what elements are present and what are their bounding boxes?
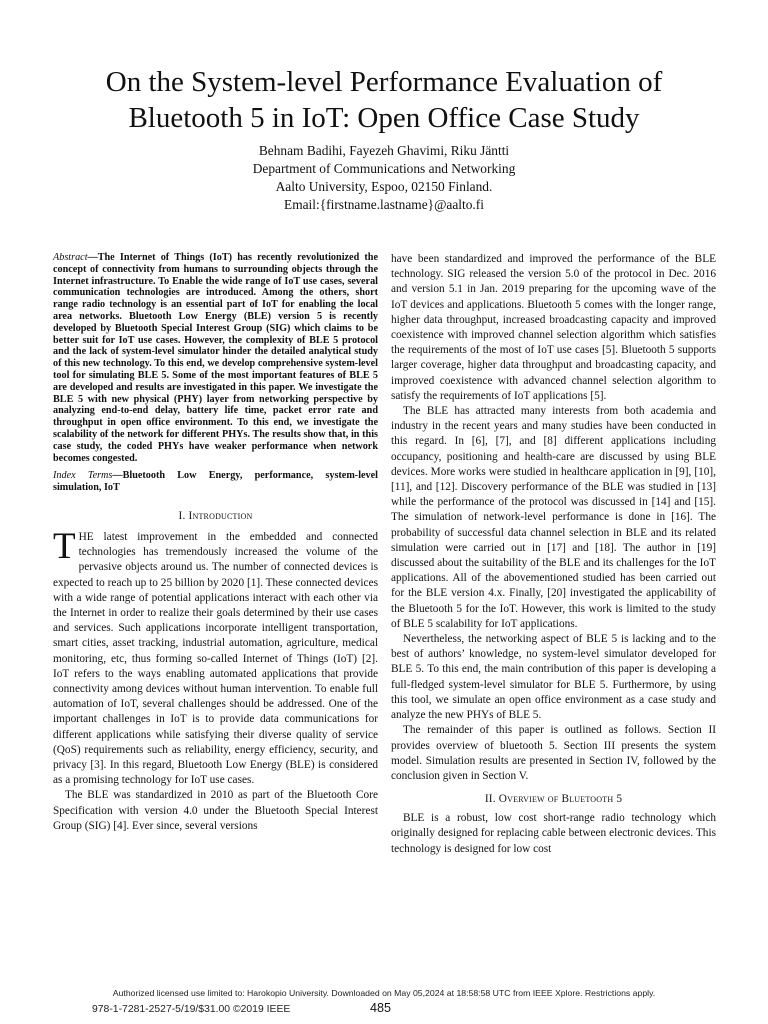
intro-paragraph-1-text: HE latest improvement in the embedded and connected technologies has tremendously increased the volume of the pervasive objects around us. The number of connected devices is expected to reach up to 25 billion by 2020 [1]. These connected devices with a wide range of potential applications interact with each other via the Internet in order to realize their goals determined by their use cases and services. Such applications incorporate intelligent transportation, smart cities, asset tracking, industrial automation, agriculture, medical monitoring, etc, thus forming so-called Internet of Things (IoT) [2]. IoT refers to the ways enabling automated applications that provide connectivity among devices without human intervention. To enable full automation of IoT, several challenges should be addressed. One of the important challenges in IoT is to provide data communications for different applications while satisfying their diverse quality of service (QoS) requirements such as reliability, energy efficiency, security, and privacy [3]. In this regard, Bluetooth Low Energy (BLE) is considered as a promising technology for IoT use cases. — [53, 530, 378, 787]
author-email: Email:{firstname.lastname}@aalto.fi — [284, 197, 484, 212]
intro-paragraph-1 — [53, 525, 378, 788]
index-terms — [53, 470, 378, 494]
intro-paragraph-2: The BLE was standardized in 2010 as part of the Bluetooth Core Specification with version 4.0 under the Bluetooth Special Interest Group (SIG) [4]. Ever since, several versions — [53, 789, 378, 832]
author-university: Aalto University, Espoo, 02150 Finland. — [275, 179, 493, 194]
abstract-text: —The Internet of Things (IoT) has recently revolutionized the concept of connectivity from humans to surrounding objects through the Internet infrastructure. To Enable the wide range of IoT use cases, several communication technologies are introduced. Among the others, short range radio technology is an essential part of IoT for enabling the local area networks. Bluetooth Low Energy (BLE) version 5 is recently developed by Bluetooth Special Interest Group (SIG) which claims to be better suit for IoT use cases. However, the complexity of BLE 5 protocol and the lack of system-level simulator hinder the detailed analytical study of this new technology. To this end, we develop comprehensive system-level tool for simulating BLE 5. Some of the most important features of BLE 5 are developed and results are investigated in this paper. We investigate the BLE 5 with new physical (PHY) layer from networking perspective by analyzing end-to-end delay, battery life time, packet error rate and throughput in open office environment. To this end, we investigate the scalability of the network for different PHYs. The results show that, in this case study, the coded PHYs have weaker performance when network becomes congested. — [53, 252, 378, 464]
author-block — [40, 142, 728, 214]
right-column — [391, 252, 716, 857]
abstract — [53, 252, 378, 464]
section-heading-overview: II. Overview of Bluetooth 5 — [484, 793, 623, 806]
paper-title-line-2: Bluetooth 5 in IoT: Open Office Case Study — [128, 102, 640, 134]
index-terms-text: —Bluetooth Low Energy, performance, system-level simulation, IoT — [53, 470, 378, 494]
intro-paragraph-4: Nevertheless, the networking aspect of BLE 5 is lacking and to the best of authors’ knowledge, no system-level simulator developed for BLE 5. To this end, the main contribution of this paper is developing a full-fledged system-level simulator for BLE 5. Furthermore, by using this tool, we simulate an open office environment as a case study and analyze the new PHYs of BLE 5. — [391, 633, 716, 722]
left-column — [53, 252, 378, 834]
intro-paragraph-3: The BLE has attracted many interests from both academia and industry in the recent years and many studies have been conducted in this regard. In [6], [7], and [8] different applications including occupancy, positioning and health-care are discussed by using BLE devices. More works were studied in healthcare application in [9], [10], [11], and [12]. Discovery performance of the BLE was studied in [13] while the performance of the protocol was discussed in [14] and [15]. The simulation of network-level performance is done in [16]. The probability of successful data channel selection in BLE and its related simulation were carried out in [17] and [18]. The author in [19] discussed about the suitability of the BLE and its challenges for the IoT applications. All of the abovementioned studied has been carried out for the BLE version 4.x. Finally, [20] investigated the applicability of the Bluetooth 5 for the IoT. However, this work is limited to the study of BLE 5 scalability for IoT applications. — [391, 405, 716, 630]
intro-paragraph-5: The remainder of this paper is outlined as follows. Section II provides overview of bluetooth 5. Section III presents the system model. Simulation results are presented in Section IV, followed by the conclusion given in Section V. — [391, 724, 716, 782]
isbn-copyright: 978-1-7281-2527-5/19/$31.00 ©2019 IEEE — [92, 1004, 291, 1015]
intro-paragraph-2-continued: have been standardized and improved the performance of the BLE technology. SIG released the version 5.0 of the protocol in Dec. 2016 and version 5.1 in Jan. 2019 preparing for the upcoming wave of the IoT devices and applications. Bluetooth 5 comes with the longer range, higher data throughput, increased broadcasting capacity and improved coexistence with improved channel selection algorithm which satisfies the requirements of the most of IoT use cases [5]. Bluetooth 5 supports larger coverage, higher data throughput and broadcasting capacity, and improved coexistence with advanced channel selection algorithm to satisfy the requirements of IoT applications [5]. — [391, 253, 716, 402]
author-department: Department of Communications and Networking — [252, 161, 516, 176]
paper-title-line-1: On the System-level Performance Evaluation of — [105, 66, 663, 98]
paper-title — [40, 64, 728, 136]
index-terms-label: Index Terms — [53, 470, 113, 482]
drop-cap: T — [53, 525, 76, 567]
abstract-label: Abstract — [53, 252, 88, 263]
page-number: 485 — [370, 1001, 392, 1015]
authorized-use-notice: Authorized licensed use limited to: Harokopio University. Downloaded on May 05,2024 at 18:58:58 UTC from IEEE Xplore. Restrictions apply. — [112, 988, 656, 998]
section-heading-introduction: I. Introduction — [178, 509, 253, 522]
overview-paragraph-1: BLE is a robust, low cost short-range radio technology which originally designed for replacing cable between electronic devices. This technology is designed for low cost — [391, 812, 716, 855]
author-names: Behnam Badihi, Fayezeh Ghavimi, Riku Jäntti — [258, 143, 510, 158]
